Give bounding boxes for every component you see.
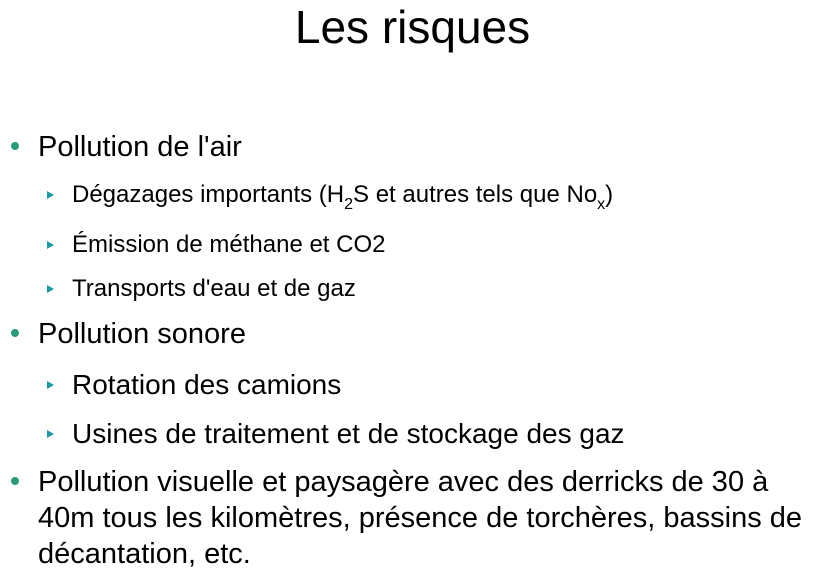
sub-item-text: Transports d'eau et de gaz (72, 275, 356, 302)
triangle-bullet-icon (47, 241, 54, 249)
triangle-bullet-icon (47, 381, 54, 389)
triangle-bullet-icon (47, 430, 54, 438)
triangle-bullet-icon (47, 191, 54, 199)
sub-item-text: Usines de traitement et de stockage des gaz (72, 418, 625, 449)
sub-item-text: Dégazages importants ($H_2S$ et autres tels que $No_x$) (72, 181, 614, 213)
bullet-text: Pollution visuelle et paysagère avec des derricks de 30 à 40m tous les kilomètres, présence de torchères, bassins de décantation, etc. (38, 466, 803, 570)
triangle-bullet-icon (47, 285, 54, 293)
bullet-dot-icon (11, 142, 19, 150)
slide-title: Les risques (294, 1, 531, 53)
sub-item-text: Rotation des camions (72, 369, 342, 400)
bullet-dot-icon (11, 329, 19, 337)
sub-item-text: Émission de méthane et CO2 (72, 231, 386, 258)
bullet-text: Pollution de l'air (38, 131, 242, 163)
bullet-text: Pollution sonore (38, 318, 246, 350)
bullet-dot-icon (11, 477, 19, 485)
